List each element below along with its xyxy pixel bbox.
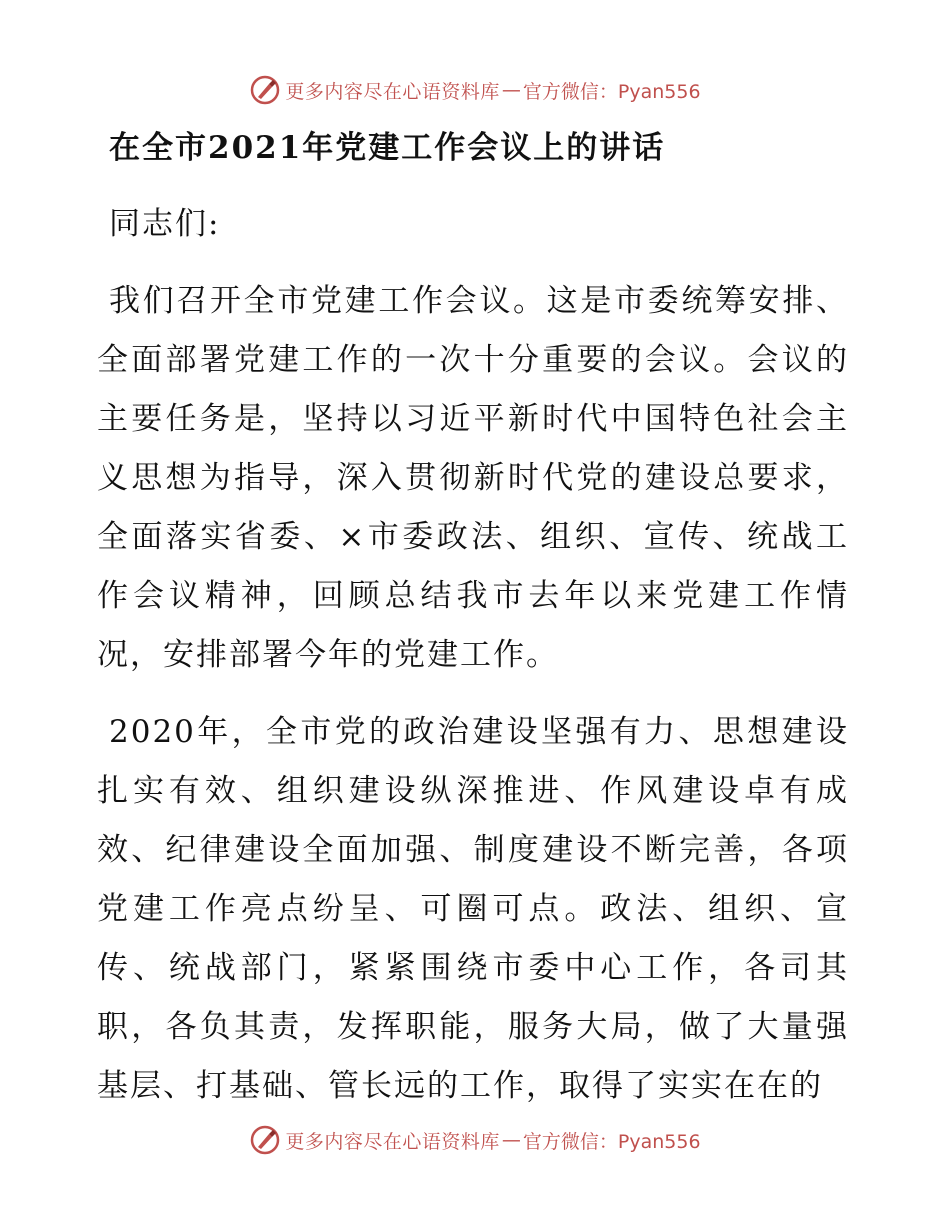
paragraph: 2020年，全市党的政治建设坚强有力、思想建设扎实有效、组织建设纵深推进、作风建设卓有成效、纪律建设全面加强、制度建设不断完善，各项党建工作亮点纷呈、可圈可点。政法、组织、宣传、统战部门，紧紧围绕市委中心工作，各司其职，各负其责，发挥职能，服务大局，做了大量强基层、打基础、管长远的工作，取得了实实在在的 [97,714,849,1104]
document-body [97,120,849,1134]
header-wechat-text: 官方微信：Pyan556 [522,80,701,103]
header-promo-text: 更多内容尽在心语资料库 [285,80,500,103]
document-title: 在全市2021年党建工作会议上的讲话 [109,130,666,166]
header-separator: — [501,79,521,101]
header-banner [0,70,950,110]
footer-promo-text: 更多内容尽在心语资料库 [285,1130,500,1153]
paragraph: 我们召开全市党建工作会议。这是市委统筹安排、全面部署党建工作的一次十分重要的会议。会议的主要任务是，坚持以习近平新时代中国特色社会主义思想为指导，深入贯彻新时代党的建设总要求，全面落实省委、×市委政法、组织、宣传、统战工作会议精神，回顾总结我市去年以来党建工作情况，安排部署今年的党建工作。 [97,283,849,673]
pen-seal-logo-icon [249,1124,281,1156]
pen-seal-logo-icon [249,74,281,106]
footer-banner [0,1120,950,1160]
footer-wechat-text: 官方微信：Pyan556 [522,1130,701,1153]
footer-separator: — [501,1129,521,1151]
greeting: 同志们: [109,206,221,242]
